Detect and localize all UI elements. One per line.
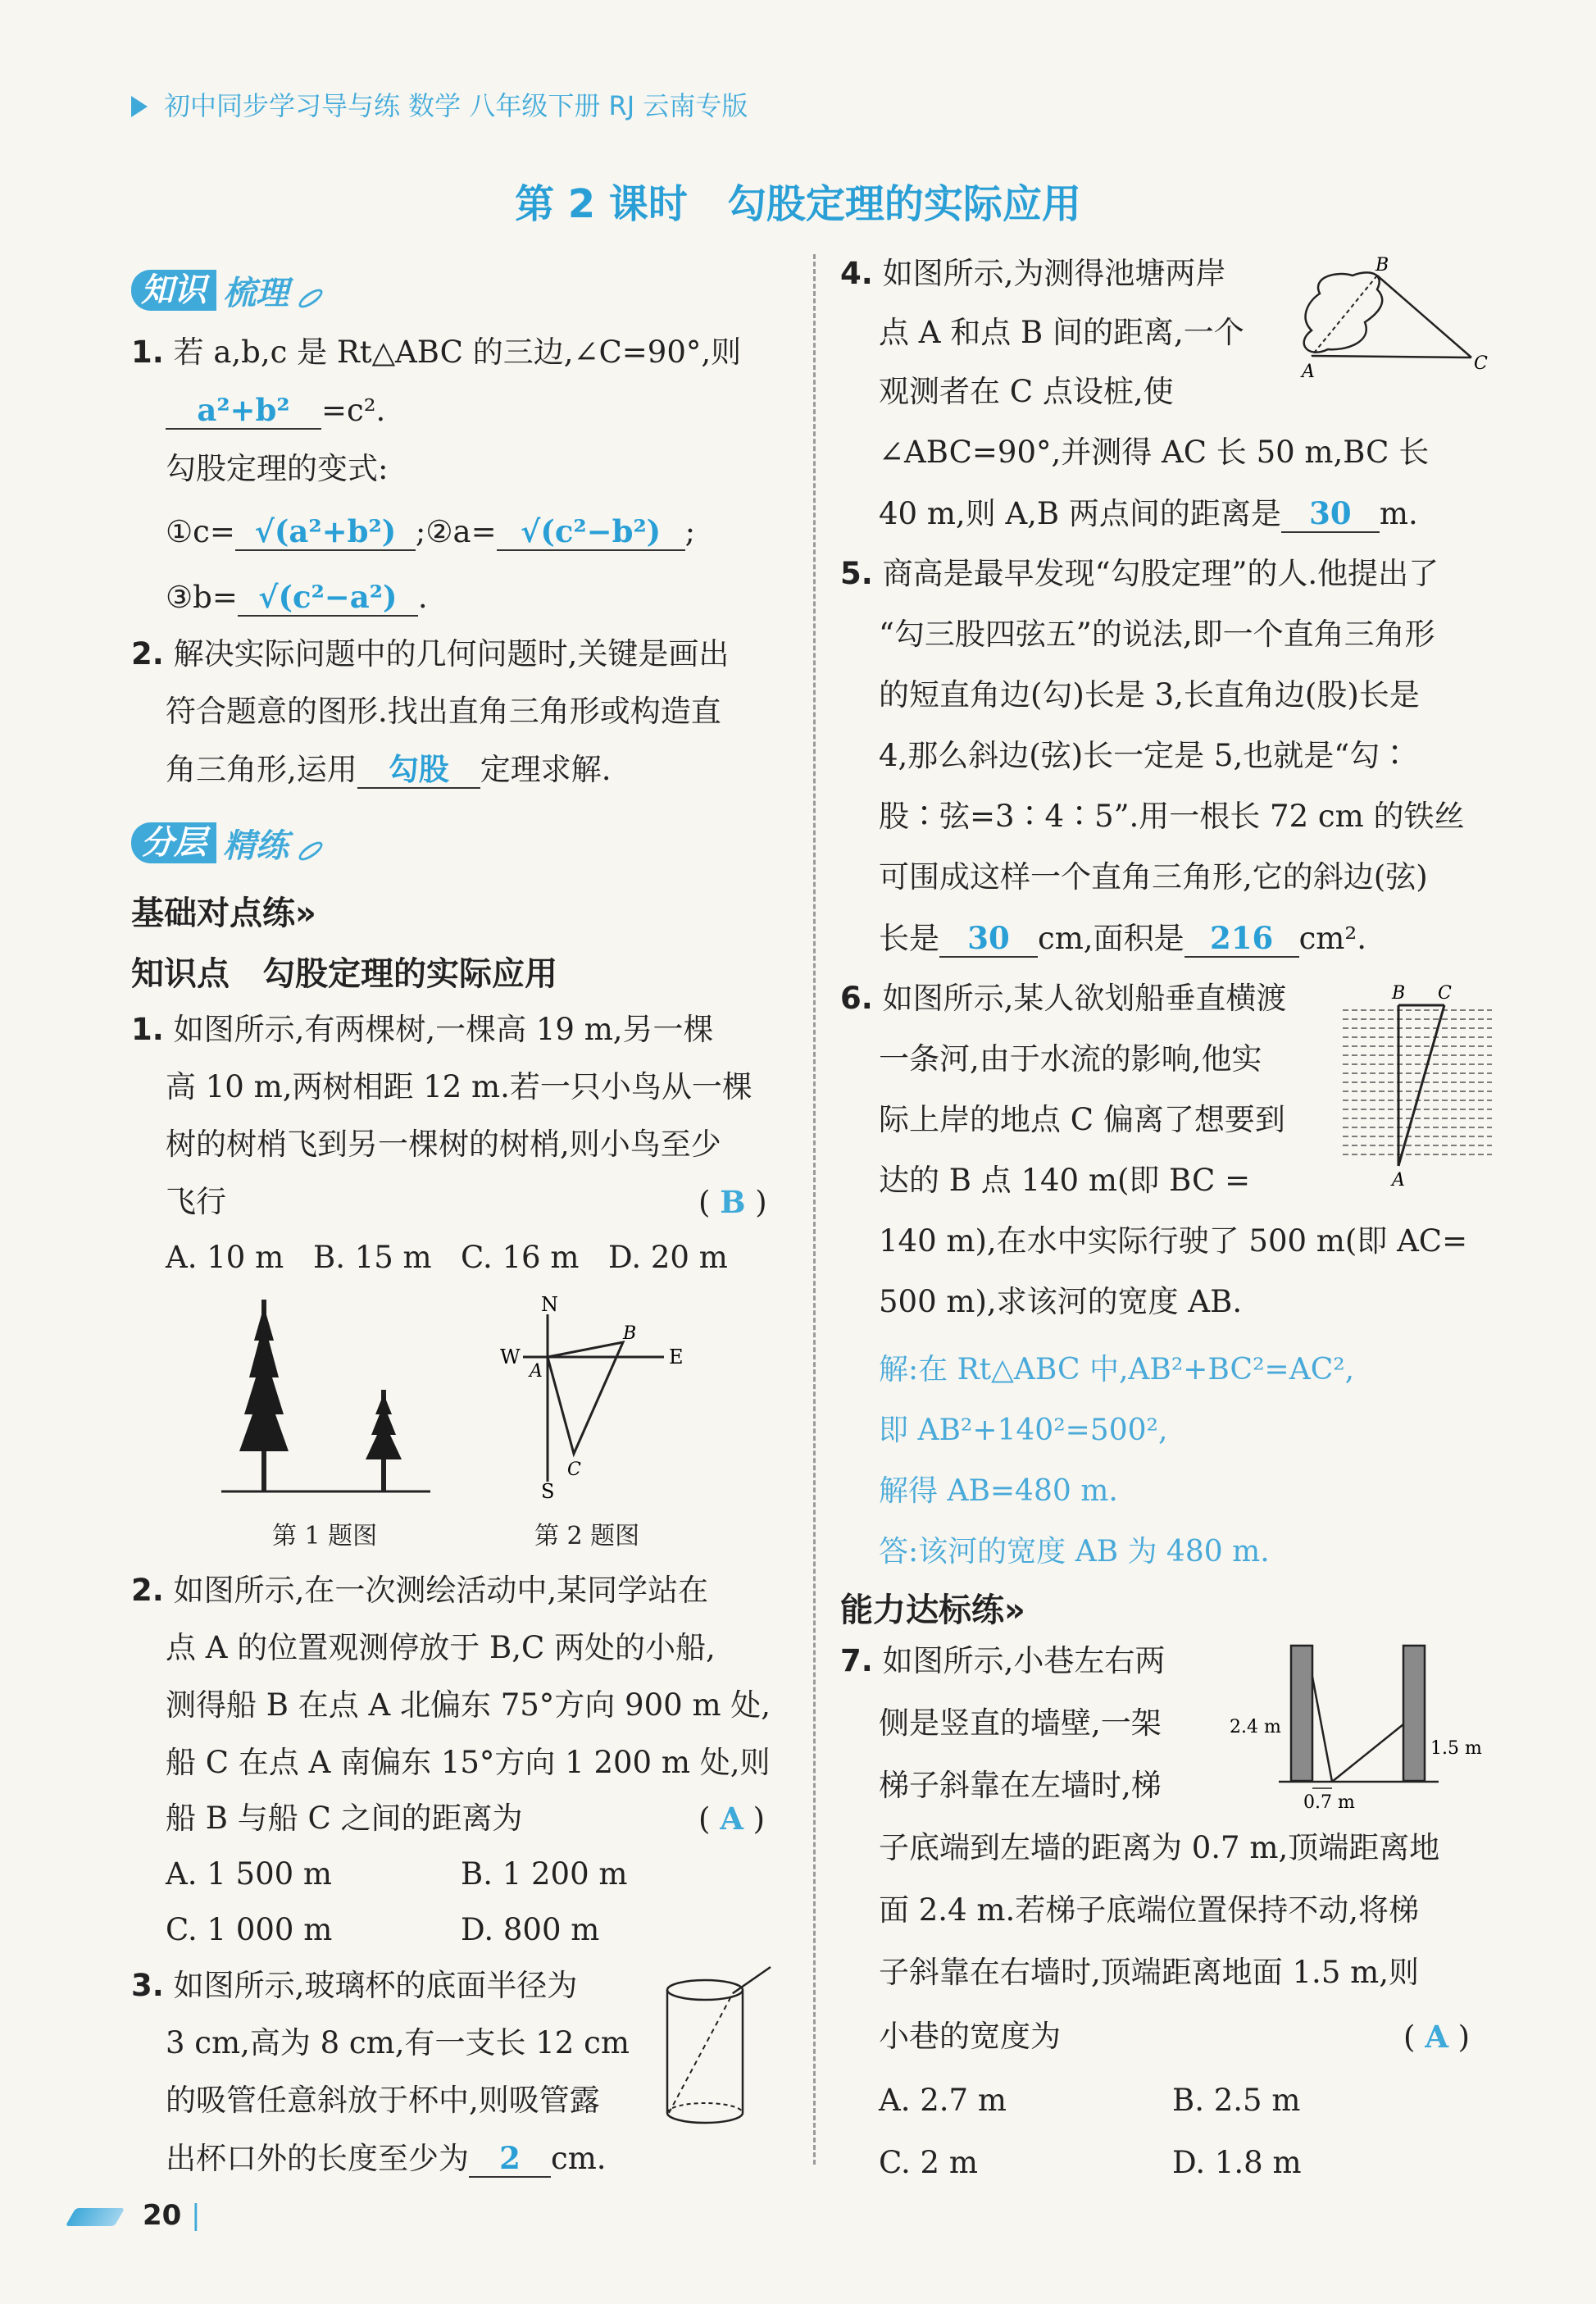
leaf-icon [296,839,325,864]
glass-bottom-front [667,2113,743,2123]
k-q1-text2: =c². [321,393,386,428]
segment-bc [1377,275,1471,357]
k-q2-text3: 角三角形,运用 [166,752,357,787]
k-q1-a-post: ; [684,514,696,549]
knowledge-badge [131,267,325,313]
k-q2-text1: 解决实际问题中的几何问题时,关键是画出 [173,636,730,672]
p-q2-line3: 测得船 B 在点 A 北偏东 75°方向 900 m 处, [166,1687,771,1723]
r-q7-line7: 小巷的宽度为 [879,2019,1061,2054]
label-c: C [567,1459,581,1480]
running-header-text: 初中同步学习导与练 数学 八年级下册 RJ 云南专版 [164,90,748,121]
r-q6-line6: 500 m),求该河的宽度 AB. [879,1284,1243,1319]
r-q4-line5 [879,495,1418,533]
r-q5-text1: 商高是最早发现“勾股定理”的人.他提出了 [882,556,1439,591]
label-w: W [500,1346,521,1368]
figure-1-trees [221,1300,439,1496]
label-c: C [1438,983,1452,1004]
page-number-separator: | [191,2199,201,2232]
answer-blank: √(c²−b²) [497,513,685,551]
basic-section-text: 基础对点练 [131,895,295,932]
r-q4-text5: 40 m,则 A,B 两点间的距离是 [879,496,1281,531]
figure-3-glass [656,1964,783,2140]
p-q2-option-c: C. 1 000 m [166,1912,333,1947]
basic-section-title [131,887,316,934]
leaf-icon [296,286,325,312]
r-q4-text1: 如图所示,为测得池塘两岸 [882,256,1226,291]
k-q1-b-post: . [417,580,428,615]
glass-top-rim [667,1980,743,2000]
answer-blank: √(c²−a²) [238,579,418,617]
ability-section-title [840,1584,1025,1631]
p-q2-line2: 点 A 的位置观测停放于 B,C 两处的小船, [166,1630,716,1665]
r-q5-line4: 4,那么斜边(弦)长一定是 5,也就是“勾∶ [879,738,1411,773]
r-q6-text1: 如图所示,某人欲划船垂直横渡 [882,981,1287,1016]
r-q7-option-b: B. 2.5 m [1172,2083,1301,2118]
ability-section-text: 能力达标练 [840,1591,1004,1629]
k-q1-line2 [166,392,385,430]
figure-1-caption: 第 1 题图 [272,1522,378,1550]
p-q1-line3: 树的树梢飞到另一棵树的树梢,则小鸟至少 [166,1127,721,1162]
r-q6-line5: 140 m),在水中实际行驶了 500 m(即 AC= [879,1223,1468,1259]
label-0-7m: 0.7 m [1303,1792,1355,1812]
p-q2-option-d: D. 800 m [461,1912,600,1947]
r-q5-line6: 可围成这样一个直角三角形,它的斜边(弦) [879,859,1428,895]
r-q4-text6: m. [1379,496,1418,531]
solution-line-1: 解:在 Rt△ABC 中,AB²+BC²=AC², [879,1353,1355,1386]
question-number: 6. [840,981,873,1016]
p-q3-line4 [166,2140,607,2178]
segment-ac [1312,356,1471,357]
answer-blank: 30 [939,920,1038,958]
r-q7-option-a: A. 2.7 m [879,2083,1007,2118]
figure-2-caption: 第 2 题图 [534,1522,640,1550]
label-b: B [1392,983,1406,1004]
k-q1-line5 [166,579,428,617]
r-q7-line1 [840,1643,1165,1679]
knowledge-badge-part2: 梳理 [223,274,289,312]
answer-blank: √(a²+b²) [235,513,416,551]
label-1-5m: 1.5 m [1430,1738,1482,1759]
p-q1-line2: 高 10 m,两树相距 12 m.若一只小鸟从一棵 [166,1069,753,1104]
k-q2-line2: 符合题意的图形.找出直角三角形或构造直 [166,694,721,729]
k-q1-line3: 勾股定理的变式: [166,451,389,486]
k-q1-line4 [166,513,695,551]
right-wall [1403,1646,1425,1781]
label-c: C [1474,353,1488,374]
answer-blank: 勾股 [357,751,480,789]
label-a: A [530,1361,543,1382]
choice-answer: A [720,1801,743,1837]
practice-badge-part1: 分层 [131,822,216,863]
r-q4-line1 [840,256,1225,292]
question-number: 5. [840,556,873,591]
r-q7-line2: 侧是竖直的墙壁,一架 [879,1705,1162,1741]
label-2-4m: 2.4 m [1230,1717,1281,1737]
p-q2-line4: 船 C 在点 A 南偏东 15°方向 1 200 m 处,则 [166,1745,771,1780]
ladder-left [1312,1677,1332,1782]
r-q5-line7 [879,920,1366,958]
choice-paren: ( A ) [698,1801,766,1837]
p-q2-line1 [131,1573,708,1609]
r-q6-line4: 达的 B 点 140 m(即 BC = [879,1163,1251,1198]
p-q3-text4: 出杯口外的长度至少为 [166,2141,469,2176]
knowledge-point-title: 知识点 勾股定理的实际应用 [131,955,557,993]
choice-answer: A [1425,2019,1448,2055]
r-q7-option-d: D. 1.8 m [1172,2145,1302,2180]
p-q1-line4: 飞行 [166,1184,226,1219]
solution-line-2: 即 AB²+140²=500², [879,1414,1168,1447]
practice-badge-part2: 精练 [223,826,289,865]
k-q1-line1 [131,335,741,371]
r-q5-line1 [840,556,1439,592]
answer-blank: 2 [469,2140,551,2178]
p-q2-text1: 如图所示,在一次测绘活动中,某同学站在 [173,1573,709,1608]
p-q2-option-a: A. 1 500 m [166,1856,333,1892]
practice-badge [131,820,325,866]
figure-6-river [1336,977,1496,1191]
running-header [131,85,748,123]
label-b: B [623,1323,637,1344]
choice-paren: ( B ) [698,1184,767,1220]
k-q1-c-pre: ①c= [166,514,235,549]
r-q5-text9: cm². [1298,921,1366,956]
question-number: 1. [131,1012,164,1047]
play-triangle-icon [131,96,148,117]
double-chevron-icon: » [1004,1591,1025,1629]
segment-ab [1312,275,1377,356]
question-number: 2. [131,1573,164,1608]
r-q5-line3: 的短直角边(勾)长是 3,长直角边(股)长是 [879,677,1420,713]
label-a: A [1392,1170,1405,1191]
knowledge-badge-part1: 知识 [131,270,216,311]
r-q7-option-c: C. 2 m [879,2145,978,2180]
p-q3-text5: cm. [551,2141,607,2176]
k-q1-a-pre: ;②a= [415,514,497,549]
r-q5-line2: “勾三股四弦五”的说法,即一个直角三角形 [879,617,1435,652]
label-e: E [669,1346,684,1368]
p-q1-option-a: A. 10 m [166,1240,284,1275]
question-number: 2. [131,636,164,672]
r-q6-line2: 一条河,由于水流的影响,他实 [879,1041,1262,1077]
k-q1-text1: 若 a,b,c 是 Rt△ABC 的三边,∠C=90°,则 [173,335,742,370]
straw-inside [669,1993,733,2113]
r-q4-line4: ∠ABC=90°,并测得 AC 长 50 m,BC 长 [879,435,1430,470]
page-marker-bar [66,2208,125,2226]
label-n: N [541,1293,558,1316]
solution-line-4: 答:该河的宽度 AB 为 480 m. [879,1535,1270,1569]
short-tree [366,1390,402,1491]
k-q2-line1 [131,636,729,672]
r-q6-line1 [840,981,1286,1017]
question-number: 7. [840,1643,873,1678]
p-q2-option-b: B. 1 200 m [461,1856,628,1892]
r-q5-line5: 股∶弦=3∶4∶5”.用一根长 72 cm 的铁丝 [879,799,1465,834]
figure-2-compass [492,1291,705,1505]
figure-7-alley [1230,1636,1500,1812]
page-number-text: 20 [143,2199,182,2232]
k-q1-b-pre: ③b= [166,580,238,615]
r-q6-line3: 际上岸的地点 C 偏离了想要到 [879,1102,1285,1137]
r-q7-line5: 面 2.4 m.若梯子底端位置保持不动,将梯 [879,1892,1419,1928]
p-q1-option-b: B. 15 m [313,1240,432,1275]
straw-outside [733,1967,771,1993]
p-q1-text1: 如图所示,有两棵树,一棵高 19 m,另一棵 [173,1012,714,1047]
p-q1-option-c: C. 16 m [461,1240,580,1275]
ladder-right [1332,1724,1403,1782]
r-q5-text8: cm,面积是 [1038,921,1184,956]
choice-paren: ( A ) [1403,2019,1471,2055]
label-s: S [541,1480,555,1503]
double-chevron-icon: » [295,895,316,932]
segment-ac [1398,1005,1444,1166]
label-a: A [1302,362,1315,382]
p-q2-line5: 船 B 与船 C 之间的距离为 [166,1801,523,1836]
triangle-abc [548,1342,623,1454]
page-number [70,2199,201,2232]
r-q4-line3: 观测者在 C 点设桩,使 [879,374,1174,409]
r-q7-text1: 如图所示,小巷左右两 [882,1643,1166,1678]
label-b: B [1375,255,1389,275]
p-q1-option-d: D. 20 m [608,1240,728,1275]
solution-line-3: 解得 AB=480 m. [879,1474,1118,1508]
glass-bottom-back [667,2103,743,2113]
page-title: 第 2 课时 勾股定理的实际应用 [515,181,1081,227]
r-q7-line4: 子底端到左墙的距离为 0.7 m,顶端距离地 [879,1830,1440,1865]
question-number: 4. [840,256,873,291]
river-water-lines [1343,1010,1492,1154]
question-number: 1. [131,335,164,370]
choice-answer: B [720,1184,746,1220]
column-divider [813,254,816,2165]
p-q3-text1: 如图所示,玻璃杯的底面半径为 [173,1968,578,2003]
k-q2-line3 [166,751,612,789]
r-q4-line2: 点 A 和点 B 间的距离,一个 [879,315,1244,350]
left-wall [1291,1646,1312,1781]
answer-blank: 216 [1184,920,1299,958]
r-q7-line3: 梯子斜靠在左墙时,梯 [879,1768,1162,1803]
r-q5-text7: 长是 [879,921,939,956]
k-q2-text4: 定理求解. [480,752,612,787]
answer-blank: 30 [1281,495,1380,533]
r-q7-line6: 子斜靠在右墙时,顶端距离地面 1.5 m,则 [879,1955,1419,1990]
p-q3-line2: 3 cm,高为 8 cm,有一支长 12 cm [166,2025,630,2060]
p-q3-line3: 的吸管任意斜放于杯中,则吸管露 [166,2083,600,2118]
tall-tree [239,1300,289,1491]
figure-4-pond [1295,253,1492,392]
question-number: 3. [131,1968,164,2003]
answer-blank: a²+b² [166,392,321,430]
p-q1-line1 [131,1012,714,1048]
p-q3-line1 [131,1968,577,2004]
